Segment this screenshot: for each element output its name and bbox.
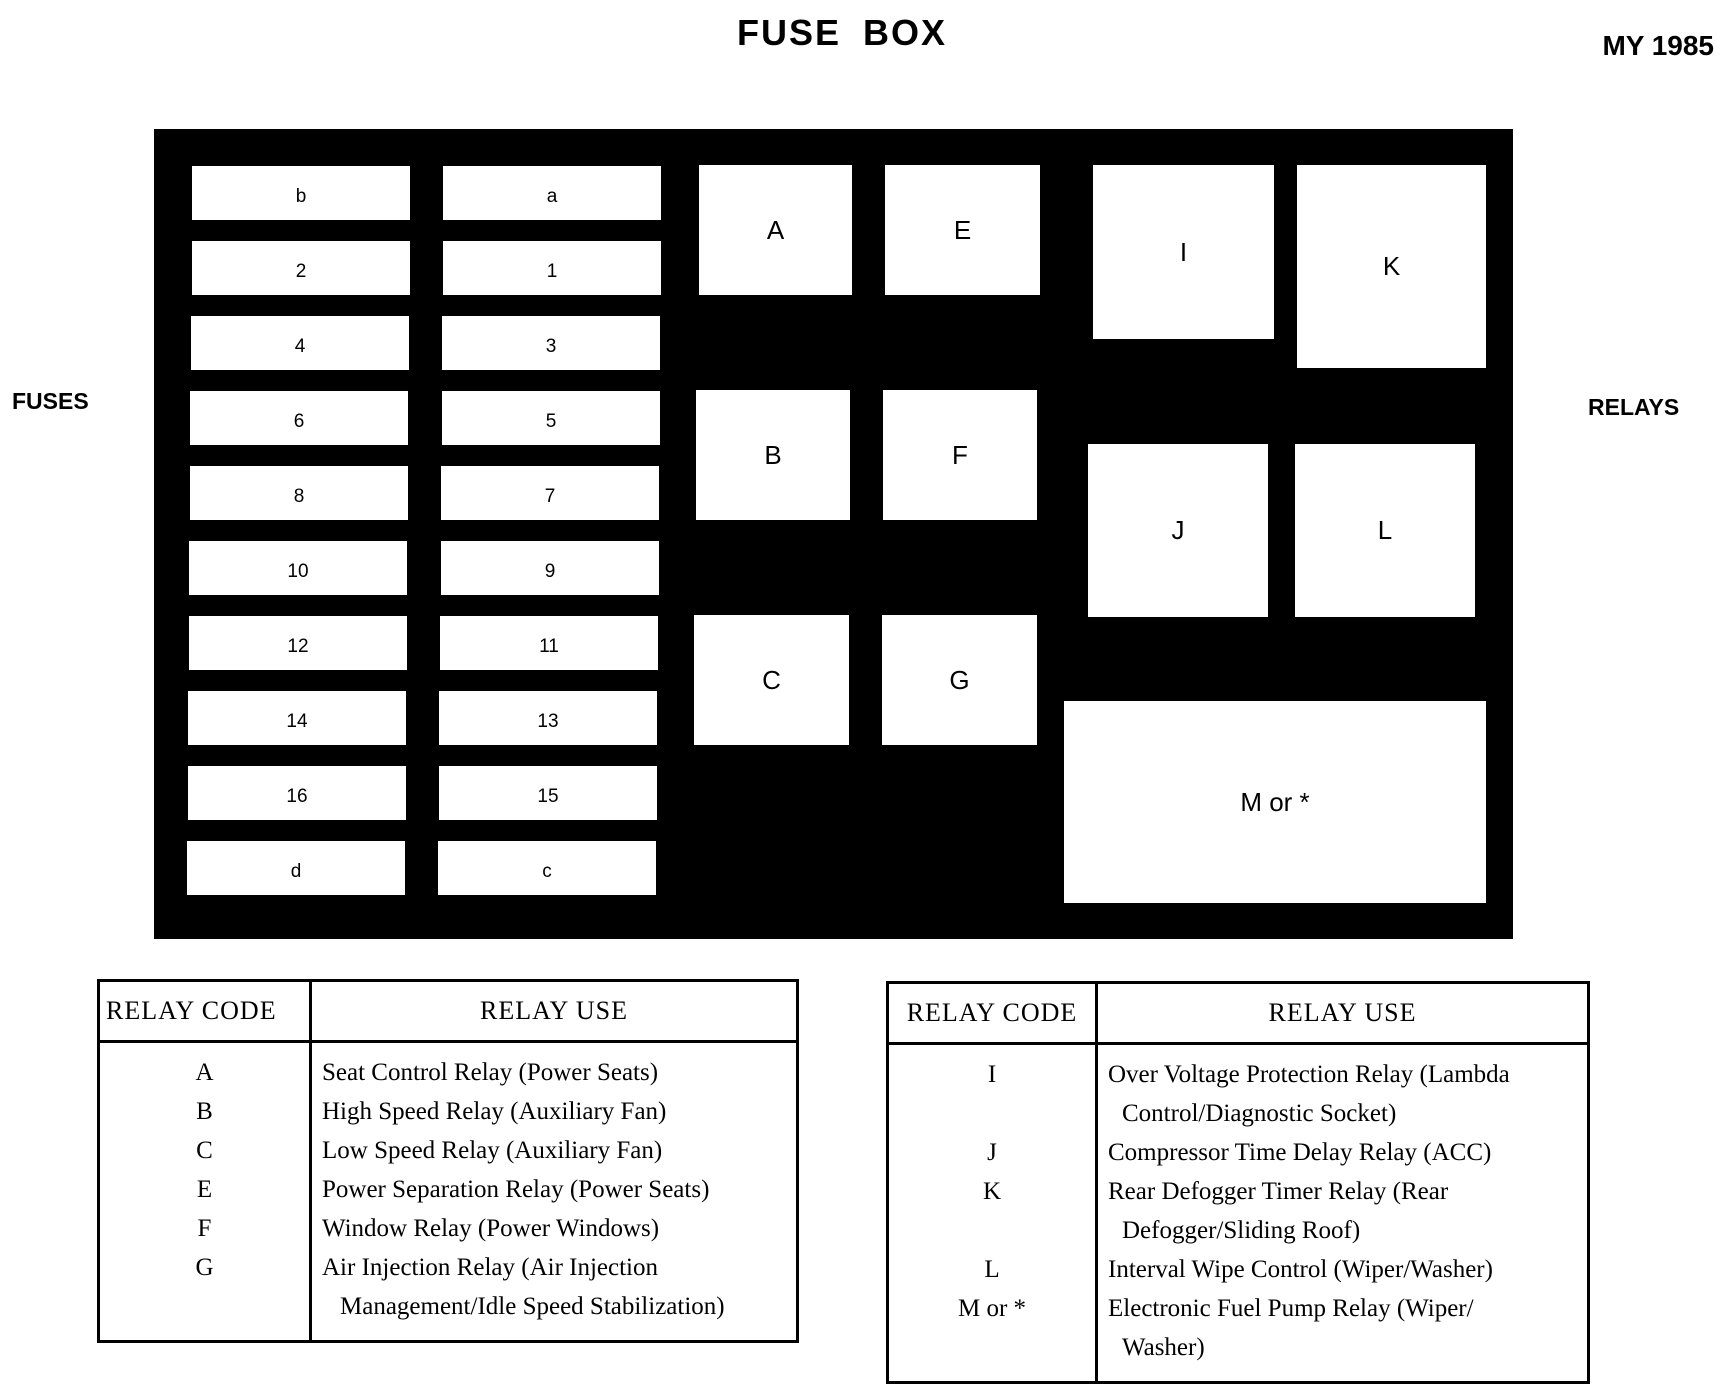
relay-use-continued: Control/Diagnostic Socket) <box>1122 1100 1397 1127</box>
fuses-side-label: FUSES <box>12 388 89 414</box>
fuse-slot: d <box>187 841 405 895</box>
relay-slot-i: I <box>1093 165 1274 339</box>
relay-use: Low Speed Relay (Auxiliary Fan) <box>322 1137 663 1164</box>
relay-code: I <box>987 1061 997 1088</box>
relay-slot-e: E <box>885 165 1040 295</box>
relay-slot-m: M or * <box>1064 701 1486 903</box>
fuse-slot: c <box>438 841 656 895</box>
relay-use: Rear Defogger Timer Relay (Rear <box>1108 1178 1449 1205</box>
relay-code-header: RELAY CODE <box>888 983 1097 1044</box>
fuse-slot: a <box>443 166 661 220</box>
fuse-slot: 5 <box>442 391 660 445</box>
fuse-slot: 8 <box>190 466 408 520</box>
fuse-slot: 1 <box>443 241 661 295</box>
relay-use: Power Separation Relay (Power Seats) <box>322 1176 710 1203</box>
relay-use: High Speed Relay (Auxiliary Fan) <box>322 1098 667 1125</box>
relay-code-column <box>99 1042 311 1342</box>
model-year-label: MY 1985 <box>1602 30 1714 61</box>
fuse-slot: 13 <box>439 691 657 745</box>
relay-code: B <box>196 1098 213 1125</box>
fuse-slot: 10 <box>189 541 407 595</box>
fuse-slot: 15 <box>439 766 657 820</box>
relay-code: M or * <box>957 1295 1027 1322</box>
relay-slot-l: L <box>1295 444 1475 617</box>
relay-code: F <box>197 1215 212 1242</box>
fuse-slot: 16 <box>188 766 406 820</box>
fuse-slot: 2 <box>192 241 410 295</box>
relay-slot-j: J <box>1088 444 1268 617</box>
relay-use: Seat Control Relay (Power Seats) <box>322 1059 659 1086</box>
relay-code: C <box>196 1137 213 1164</box>
fuse-slot: 9 <box>441 541 659 595</box>
relay-use: Air Injection Relay (Air Injection <box>322 1254 658 1281</box>
fuse-slot: 11 <box>440 616 658 670</box>
fuse-slot: b <box>192 166 410 220</box>
relay-use-column <box>1097 1044 1589 1383</box>
fuse-slot: 4 <box>191 316 409 370</box>
relay-use-header: RELAY USE <box>311 981 798 1042</box>
relay-use: Window Relay (Power Windows) <box>322 1215 660 1242</box>
relay-code: K <box>982 1178 1002 1205</box>
relay-use: Interval Wipe Control (Wiper/Washer) <box>1108 1256 1493 1283</box>
fuse-slot: 6 <box>190 391 408 445</box>
relay-use-continued: Defogger/Sliding Roof) <box>1122 1217 1361 1244</box>
relay-use-column <box>311 1042 798 1342</box>
relay-slot-f: F <box>883 390 1037 520</box>
page-title: FUSE BOX <box>736 12 948 53</box>
fuse-slot: 12 <box>189 616 407 670</box>
relay-table-right <box>886 981 1590 1384</box>
relay-code: L <box>984 1256 1000 1283</box>
fuse-slot: 14 <box>188 691 406 745</box>
fuse-box-panel <box>154 129 1513 939</box>
relay-slot-g: G <box>882 615 1037 745</box>
relay-code: E <box>196 1176 213 1203</box>
relay-use: Compressor Time Delay Relay (ACC) <box>1108 1139 1492 1166</box>
relay-use: Over Voltage Protection Relay (Lambda <box>1108 1061 1510 1088</box>
relay-table-left <box>97 979 799 1343</box>
relay-code: G <box>195 1254 214 1281</box>
relay-code-column <box>888 1044 1097 1383</box>
fuse-slot: 3 <box>442 316 660 370</box>
relay-code-header: RELAY CODE <box>99 981 311 1042</box>
relay-code: A <box>195 1059 214 1086</box>
relay-code: J <box>987 1139 997 1166</box>
relay-use: Electronic Fuel Pump Relay (Wiper/ <box>1108 1295 1474 1322</box>
relay-slot-b: B <box>696 390 850 520</box>
relay-use-continued: Washer) <box>1122 1334 1205 1361</box>
relay-slot-k: K <box>1297 165 1486 368</box>
relay-use-continued: Management/Idle Speed Stabilization) <box>340 1293 725 1320</box>
relays-side-label: RELAYS <box>1588 394 1680 420</box>
relay-slot-c: C <box>694 615 849 745</box>
relay-use-header: RELAY USE <box>1097 983 1589 1044</box>
fuse-slot: 7 <box>441 466 659 520</box>
relay-slot-a: A <box>699 165 852 295</box>
